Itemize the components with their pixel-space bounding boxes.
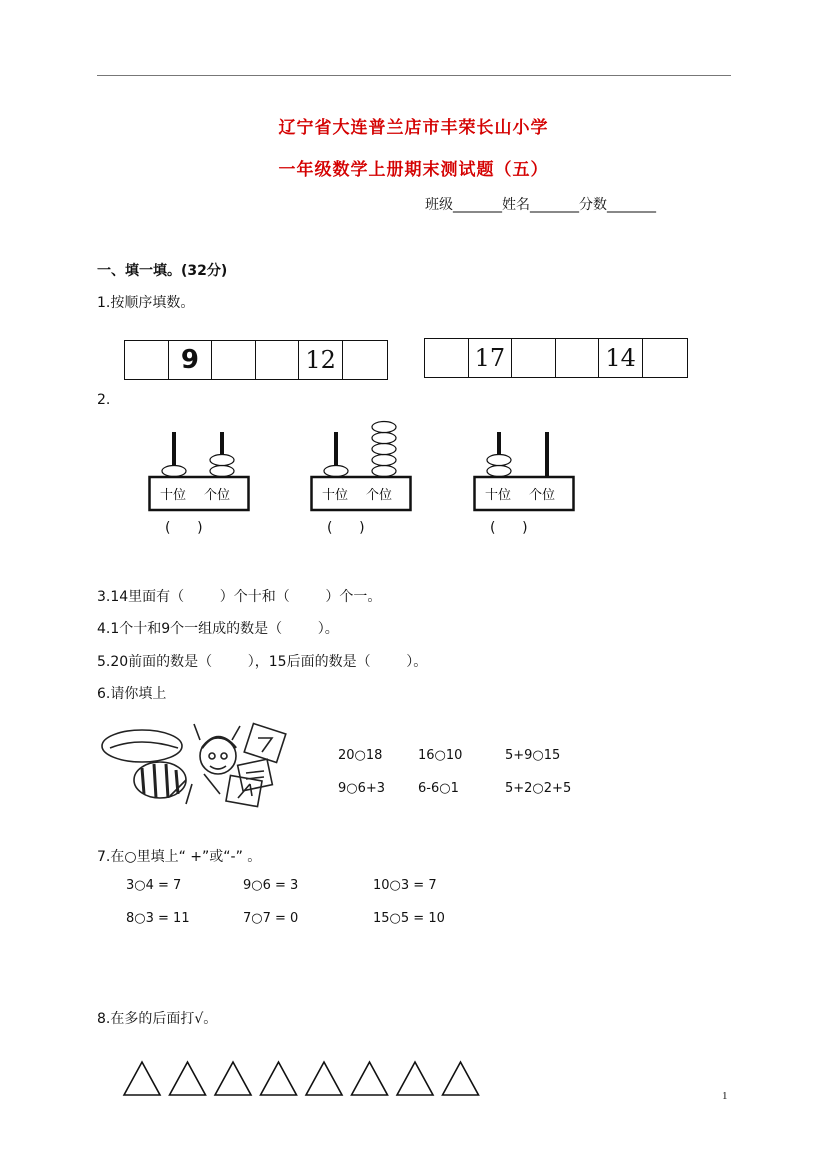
triangle <box>170 1062 206 1095</box>
ones-label: 个位 <box>366 488 393 503</box>
triangle <box>124 1062 160 1095</box>
question-8-text: 8.在多的后面打√。 <box>97 1011 218 1027</box>
abacus-bead <box>162 466 186 477</box>
tens-label: 十位 <box>485 488 512 503</box>
triangle <box>306 1062 342 1095</box>
question-2-text: 2. <box>97 392 111 408</box>
abacus-bead <box>372 433 396 444</box>
triangle <box>261 1062 297 1095</box>
abacus-bead <box>487 455 511 466</box>
page-number: 1 <box>722 1090 728 1102</box>
triangle-row <box>120 1058 490 1100</box>
sequence-cell <box>512 339 556 377</box>
triangle <box>215 1062 251 1095</box>
sequence-cell <box>343 341 387 379</box>
sequence-cell <box>125 341 169 379</box>
sequence-cell: 12 <box>299 341 343 379</box>
abacus-bead <box>324 466 348 477</box>
equation-item: 9○6 = 3 <box>243 878 299 893</box>
tens-label: 十位 <box>322 488 349 503</box>
question-1-text: 1.按顺序填数。 <box>97 295 195 311</box>
sequence-cell <box>425 339 469 377</box>
sequence-cell <box>556 339 600 377</box>
equation-item: 3○4 = 7 <box>126 878 182 893</box>
triangle <box>443 1062 479 1095</box>
test-title: 一年级数学上册期末测试题（五） <box>278 160 549 180</box>
question-7-text: 7.在○里填上“ +”或“-” 。 <box>97 849 262 865</box>
abacus <box>473 418 583 514</box>
sequence-cell <box>643 339 687 377</box>
sequence-cell <box>212 341 256 379</box>
ones-label: 个位 <box>204 488 231 503</box>
abacus-bead <box>372 455 396 466</box>
question-6-text: 6.请你填上 <box>97 686 167 702</box>
tens-label: 十位 <box>160 488 187 503</box>
comparison-item: 16○10 <box>418 748 463 763</box>
student-info-line: 班级_______姓名_______分数_______ <box>425 197 656 213</box>
ones-label: 个位 <box>529 488 556 503</box>
abacus-bead <box>210 455 234 466</box>
question-3-text: 3.14里面有（ ）个十和（ ）个一。 <box>97 589 382 605</box>
comparison-item: 9○6+3 <box>338 781 386 796</box>
question-5-text: 5.20前面的数是（ ），15后面的数是（ ）。 <box>97 654 428 670</box>
number-sequence-row-2 <box>424 338 688 378</box>
abacus-bead <box>210 466 234 477</box>
section-heading: 一、填一填。(32分) <box>97 263 228 279</box>
abacus-answer-blank[interactable]: ( ) <box>165 520 203 536</box>
abacus-bead <box>372 466 396 477</box>
header-rule <box>97 75 731 76</box>
abacus-bead <box>372 444 396 455</box>
bee-illustration <box>100 718 305 810</box>
triangle <box>397 1062 433 1095</box>
comparison-item: 5+2○2+5 <box>505 781 572 796</box>
comparison-item: 20○18 <box>338 748 383 763</box>
abacus <box>310 418 420 514</box>
sequence-cell <box>256 341 300 379</box>
school-title: 辽宁省大连普兰店市丰荣长山小学 <box>278 118 549 138</box>
number-sequence-row-1 <box>124 340 388 380</box>
sequence-cell: 9 <box>169 341 213 379</box>
equation-item: 10○3 = 7 <box>373 878 437 893</box>
abacus-answer-blank[interactable]: ( ) <box>490 520 528 536</box>
equation-item: 8○3 = 11 <box>126 911 190 926</box>
abacus-answer-blank[interactable]: ( ) <box>327 520 365 536</box>
equation-item: 7○7 = 0 <box>243 911 299 926</box>
triangle <box>352 1062 388 1095</box>
sequence-cell: 14 <box>599 339 643 377</box>
comparison-item: 6-6○1 <box>418 781 459 796</box>
comparison-item: 5+9○15 <box>505 748 561 763</box>
abacus-bead <box>372 422 396 433</box>
abacus-bead <box>487 466 511 477</box>
question-4-text: 4.1个十和9个一组成的数是（ ）。 <box>97 621 339 637</box>
equation-item: 15○5 = 10 <box>373 911 445 926</box>
sequence-cell: 17 <box>469 339 513 377</box>
abacus <box>148 418 258 514</box>
